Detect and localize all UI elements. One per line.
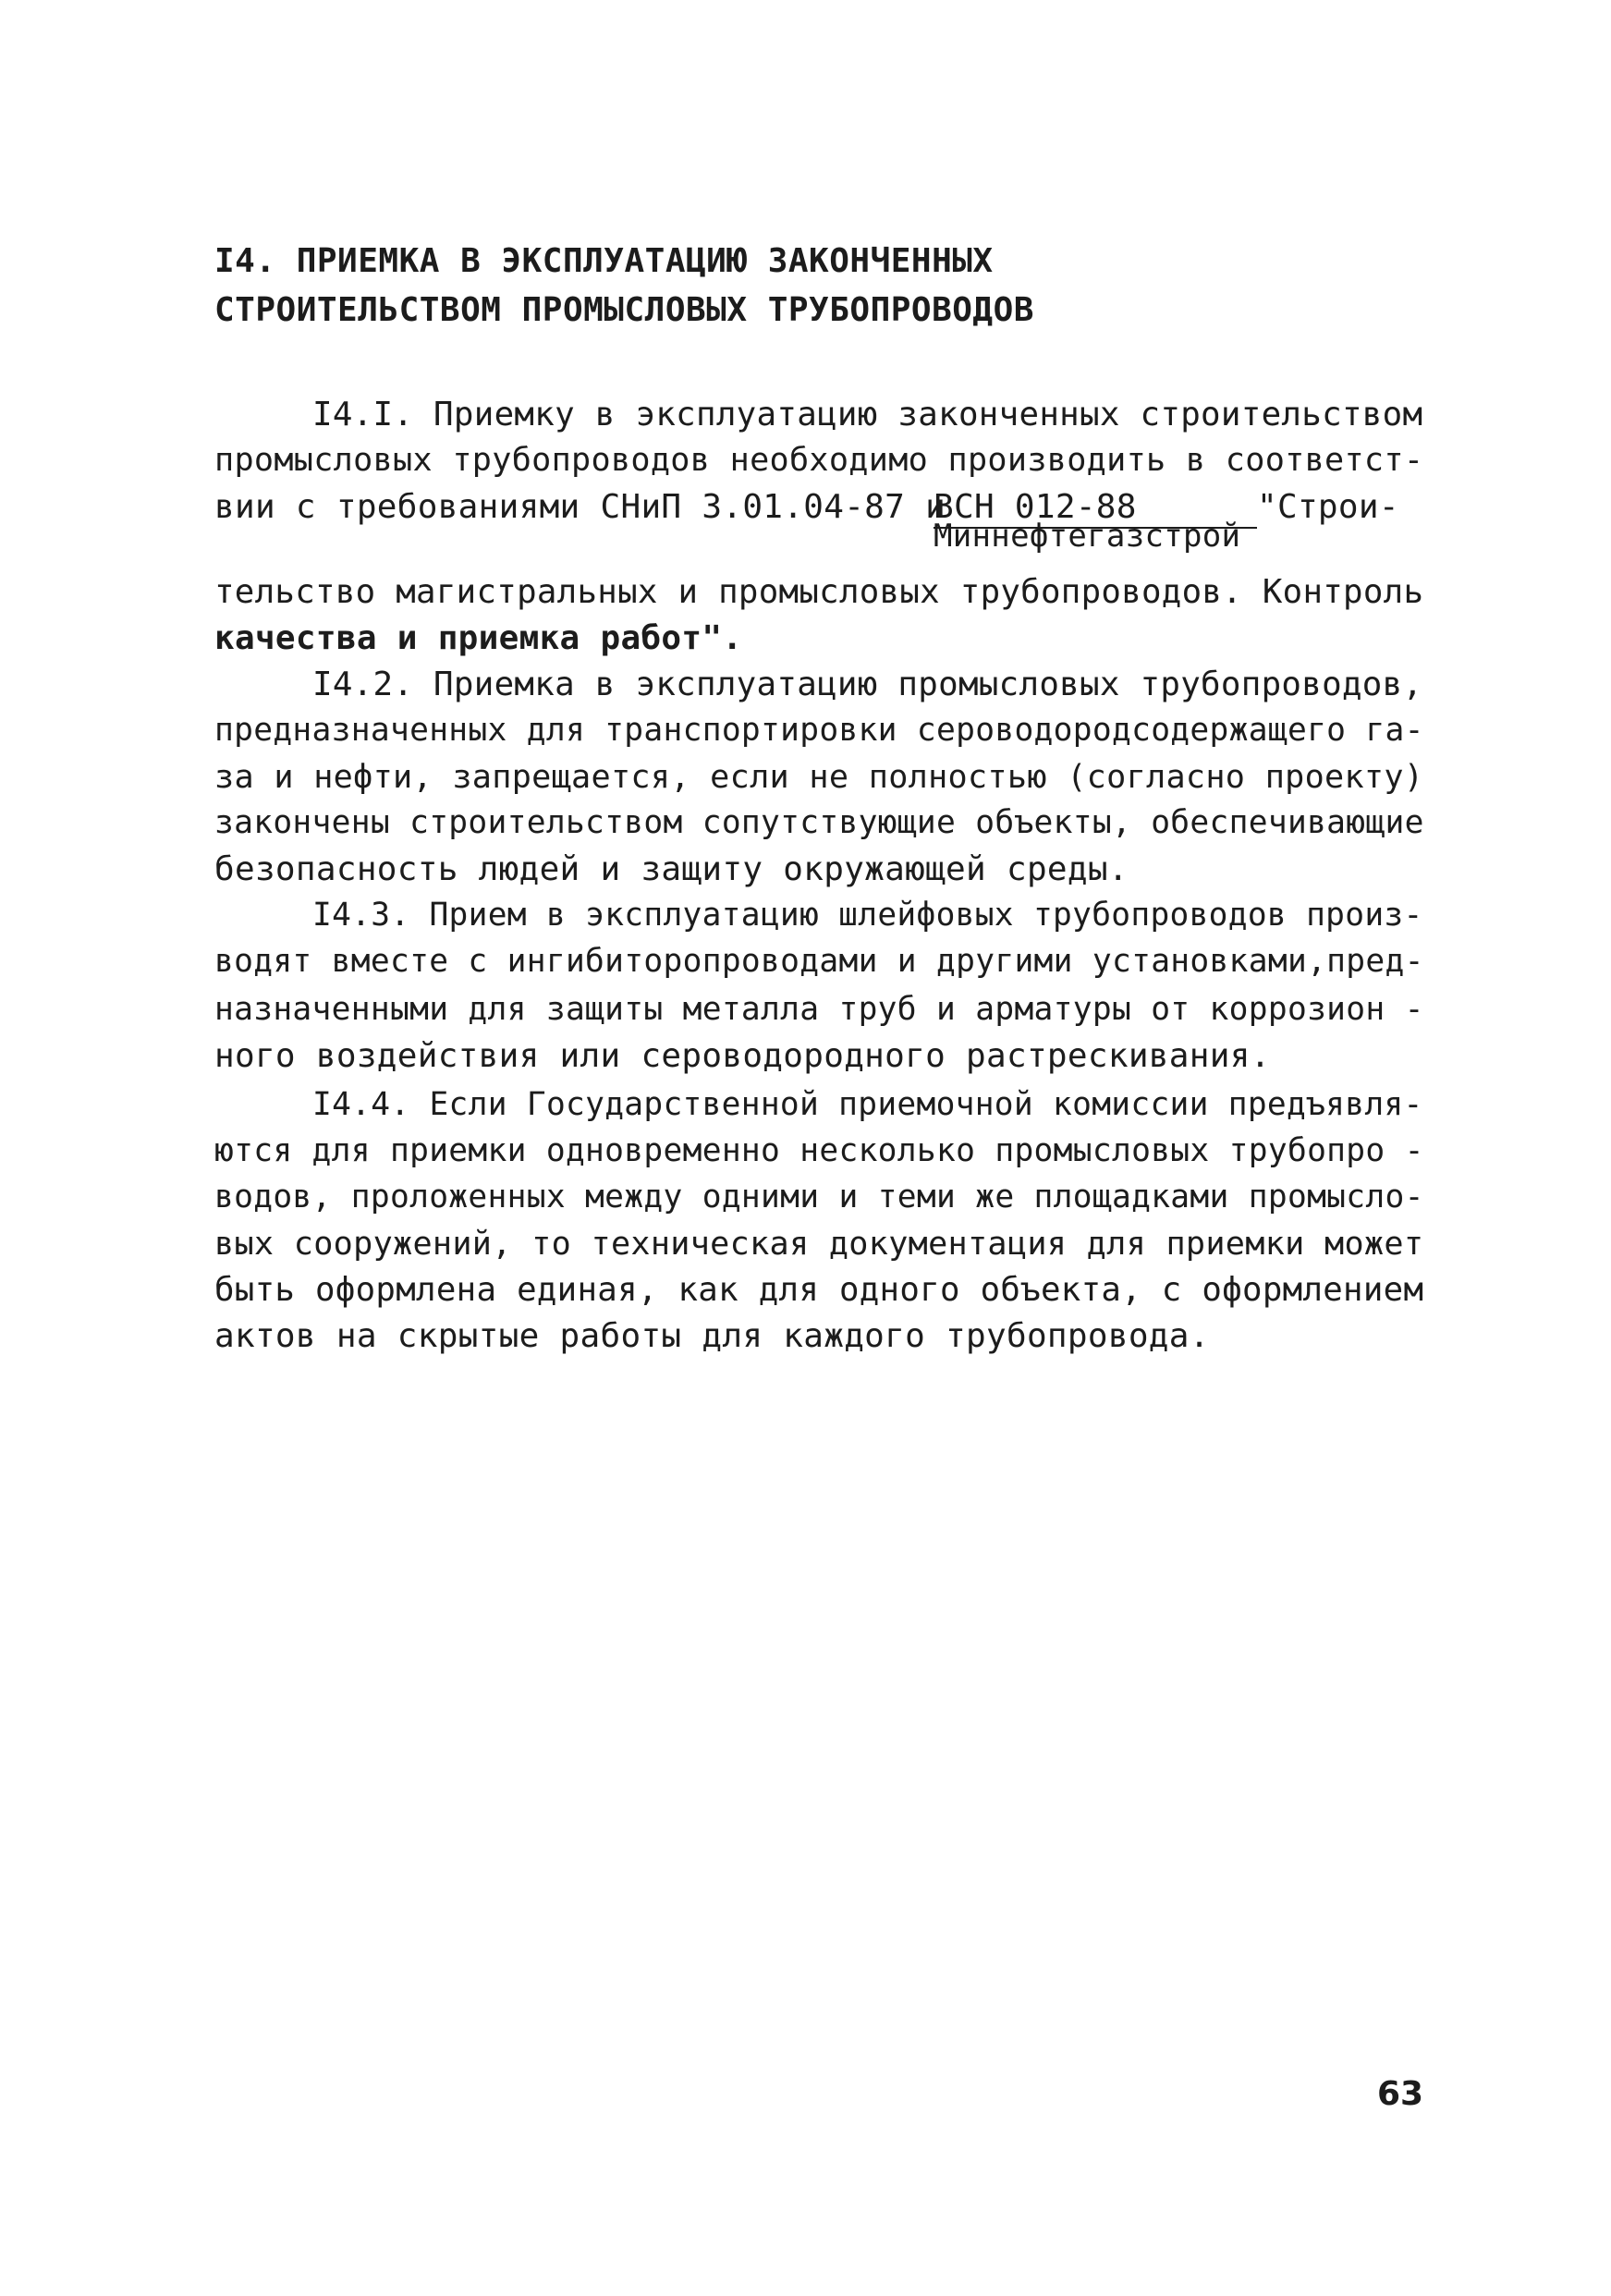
paragraph-14-1-publisher: Миннефтегазстрой (934, 518, 1241, 555)
paragraph-14-2-line-5: безопасность людей и защиту окружающей среды. (214, 850, 1129, 888)
paragraph-14-1-line-3a: вии с требованиями СНиП 3.01.04-87 и (214, 488, 946, 526)
paragraph-14-3-line-3: назначенными для защиты металла труб и арматуры от коррозион - (214, 991, 1424, 1028)
paragraph-14-4-line-6: актов на скрытые работы для каждого трубопровода. (214, 1317, 1210, 1355)
paragraph-14-2-line-2: предназначенных для транспортировки сероводородсодержащего га- (214, 712, 1424, 749)
paragraph-14-4-line-1: I4.4. Если Государственной приемочной комиссии предъявля- (312, 1086, 1423, 1123)
paragraph-14-3-line-1: I4.3. Прием в эксплуатацию шлейфовых трубопроводов произ- (312, 897, 1423, 934)
paragraph-14-4-line-2: ются для приемки одновременно несколько промысловых трубопро - (214, 1132, 1424, 1169)
paragraph-14-3-line-2: водят вместе с ингибиторопроводами и другими установками,пред- (214, 943, 1424, 980)
paragraph-14-2-line-1: I4.2. Приемка в эксплуатацию промысловых трубопроводов, (312, 666, 1423, 703)
page-number: 63 (1377, 2075, 1424, 2113)
section-title-line-1: I4. ПРИЕМКА В ЭКСПЛУАТАЦИЮ ЗАКОНЧЕННЫХ (214, 242, 994, 280)
paragraph-14-1-line-2: промысловых трубопроводов необходимо производить в соответст- (214, 441, 1424, 479)
paragraph-14-1-line-1: I4.I. Приемку в эксплуатацию законченных строительством (312, 396, 1423, 434)
paragraph-14-2-line-4: закончены строительством сопутствующие объекты, обеспечивающие (214, 804, 1424, 841)
paragraph-14-2-line-3: за и нефти, запрещается, если не полностью (согласно проекту) (214, 758, 1424, 796)
section-title-line-2: СТРОИТЕЛЬСТВОМ ПРОМЫСЛОВЫХ ТРУБОПРОВОДОВ (214, 291, 1034, 329)
paragraph-14-4-line-3: водов, проложенных между одними и теми же площадками промысло- (214, 1179, 1424, 1215)
paragraph-14-4-line-5: быть оформлена единая, как для одного объекта, с оформлением (214, 1271, 1424, 1309)
paragraph-14-1-line-3c: "Строи- (1257, 488, 1399, 526)
paragraph-14-1-reference: ВСН 012-88 (934, 488, 1137, 526)
paragraph-14-4-line-4: вых сооружений, то техническая документация для приемки может (214, 1225, 1424, 1263)
paragraph-14-1-line-5: тельство магистральных и промысловых трубопроводов. Контроль (214, 573, 1424, 611)
paragraph-14-3-line-4: ного воздействия или сероводородного растрескивания. (214, 1037, 1271, 1075)
paragraph-14-1-line-6: качества и приемка работ". (214, 619, 743, 657)
